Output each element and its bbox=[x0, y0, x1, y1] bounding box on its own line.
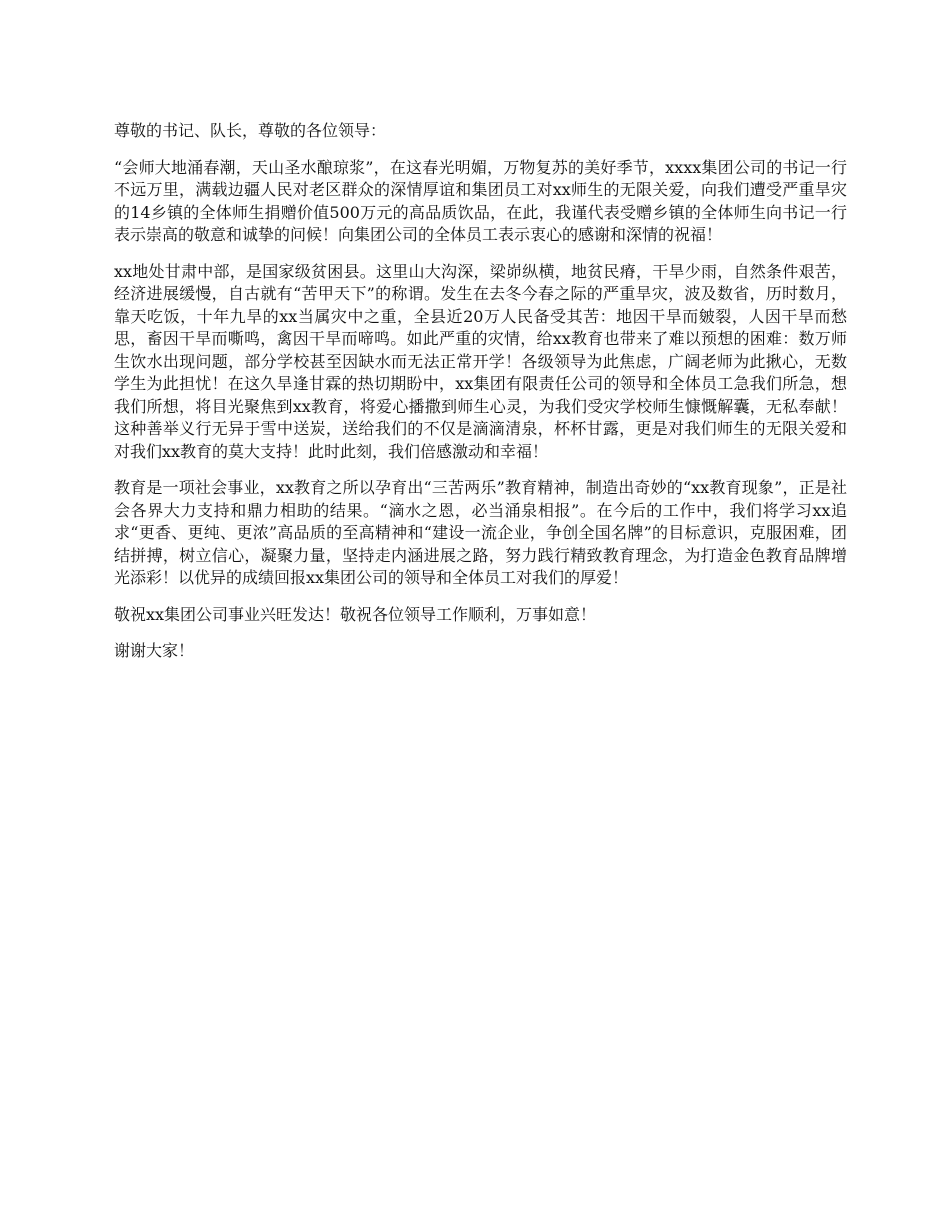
paragraph-disaster: xx地处甘肃中部，是国家级贫困县。这里山大沟深，梁峁纵横，地贫民瘠，干旱少雨，自然条件艰苦，经济进展缓慢，自古就有“苦甲天下”的称谓。发生在去冬今春之际的严重旱灾，波及数省，历时数月，靠天吃饭，十年九旱的xx当属灾中之重，全县近20万人民备受其苦：地因干旱而皴裂，人因干旱而愁思，畜因干旱而嘶鸣，禽因干旱而啼鸣。如此严重的灾情，给xx教育也带来了难以预想的困难：数万师生饮水出现问题，部分学校甚至因缺水而无法正常开学！各级领导为此焦虑，广阔老师为此揪心，无数学生为此担忧！在这久旱逢甘霖的热切期盼中，xx集团有限责任公司的领导和全体员工急我们所急，想我们所想，将目光聚焦到xx教育，将爱心播撒到师生心灵，为我们受灾学校师生慷慨解囊，无私奉献！这种善举义行无异于雪中送炭，送给我们的不仅是滴滴清泉，杯杯甘露，更是对我们师生的无限关爱和对我们xx教育的莫大支持！此时此刻，我们倍感激动和幸福！ bbox=[114, 261, 847, 461]
paragraph-education: 教育是一项社会事业，xx教育之所以孕育出“三苦两乐”教育精神，制造出奇妙的“xx教育现象”，正是社会各界大力支持和鼎力相助的结果。“滴水之恩，必当涌泉相报”。在今后的工作中，我们将学习xx追求“更香、更纯、更浓”高品质的至高精神和“建设一流企业，争创全国名牌”的目标意识，克服困难，团结拼搏，树立信心，凝聚力量，坚持走内涵进展之路，努力践行精致教育理念，为打造金色教育品牌增光添彩！以优异的成绩回报xx集团公司的领导和全体员工对我们的厚爱！ bbox=[114, 478, 847, 587]
document-page bbox=[114, 120, 847, 677]
paragraph-thanks: “会师大地涌春潮，天山圣水酿琼浆”，在这春光明媚，万物复苏的美好季节，xxxx集团公司的书记一行不远万里，满载边疆人民对老区群众的深情厚谊和集团员工对xx师生的无限关爱，向我们遭受严重旱灾的14乡镇的全体师生捐赠价值500万元的高品质饮品，在此，我谨代表受赠乡镇的全体师生向书记一行表示崇高的敬意和诚挚的问候！向集团公司的全体员工表示衷心的感谢和深情的祝福！ bbox=[114, 157, 847, 244]
greeting-line: 尊敬的书记、队长，尊敬的各位领导： bbox=[114, 121, 387, 140]
paragraph-closing: 谢谢大家！ bbox=[114, 641, 195, 660]
paragraph-wishes: 敬祝xx集团公司事业兴旺发达！敬祝各位领导工作顺利，万事如意！ bbox=[114, 604, 597, 624]
